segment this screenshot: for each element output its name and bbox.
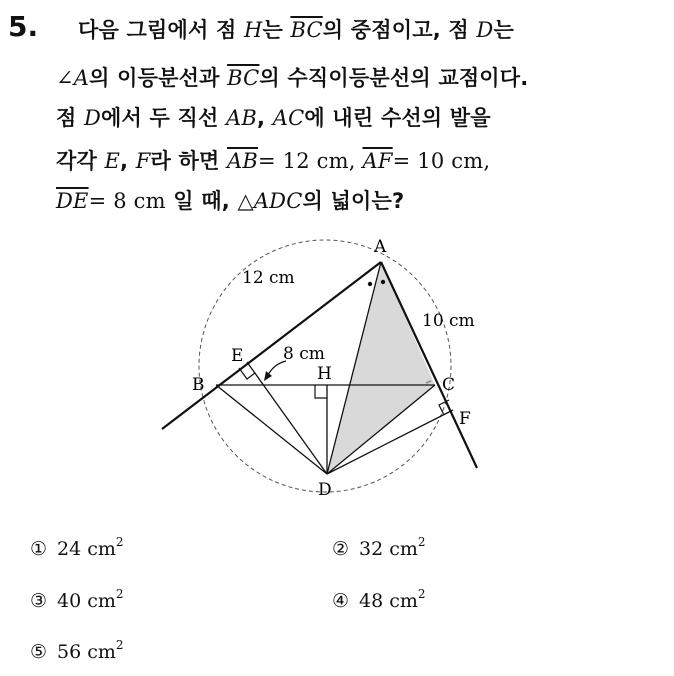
length-label-ab: 12 cm [242,268,295,288]
text: , [257,106,273,130]
angle-mark-dot [368,282,372,286]
text: 의 넓이는? [302,189,405,213]
triangle-adc: ADC [253,189,303,213]
text: 는 [493,18,514,42]
text: , [483,149,491,173]
segment-bc: $\overline{BC}$ [227,66,260,90]
text: 라 하면 [150,149,227,173]
choice-5[interactable] [30,638,124,663]
question-number: 5. [8,10,39,43]
text: 의 수직이등분선의 교점이다. [259,66,529,90]
text: 의 중점이고, 점 [322,18,477,42]
label-c: C [442,375,456,395]
choice-number: ② [332,538,350,560]
length-af: = 10 cm [392,149,484,173]
length-label-de: 8 cm [283,344,325,364]
choice-value: 40 cm [57,590,116,612]
length-label-af: 10 cm [422,311,475,331]
point-e: E [104,149,121,173]
angle-mark-dot [381,280,385,284]
choice-3[interactable] [30,587,124,612]
choice-number: ⑤ [30,641,48,663]
point-a: A [73,66,90,90]
angle-symbol: ∠ [56,66,74,90]
text: , [348,149,363,173]
length-de: = 8 cm [88,189,166,213]
choice-value: 24 cm [57,538,116,560]
point-h: H [243,18,263,42]
segment-de: $\overline{DE}$ [56,189,89,213]
text: 다음 그림에서 점 [78,18,244,42]
question-line-2 [56,62,528,92]
text: 에서 두 직선 [101,106,227,130]
exponent: 2 [115,535,124,549]
point-f: F [135,149,151,173]
choice-2[interactable] [332,535,426,560]
segment-de [247,362,327,474]
point-d: D [476,18,494,42]
choice-number: ③ [30,590,48,612]
geometry-figure [150,228,500,498]
text: 의 이등분선과 [89,66,228,90]
question-line-4 [56,145,490,175]
label-h: H [317,364,332,384]
segment-af: $\overline{AF}$ [362,149,393,173]
triangle-adc-shaded [327,262,435,474]
exponent: 2 [115,638,124,652]
length-ab: = 12 cm [257,149,349,173]
exponent: 2 [417,535,426,549]
text: 에 내린 수선의 발을 [304,106,491,130]
label-d: D [318,480,332,498]
segment-bc: $\overline{BC}$ [290,18,323,42]
line-ac: AC [272,106,305,130]
choice-value: 56 cm [57,641,116,663]
label-b: B [192,375,205,395]
choice-value: 48 cm [359,590,418,612]
exponent: 2 [417,587,426,601]
label-a: A [374,237,387,257]
text: 일 때, [165,189,238,213]
triangle-symbol: △ [237,189,254,213]
segment-ab: $\overline{AB}$ [226,149,258,173]
text: 각각 [56,149,105,173]
text: , [120,149,136,173]
arrowhead-icon [264,371,272,381]
question-line-1 [78,14,514,44]
question-line-3 [56,102,491,132]
segment-db [216,385,327,474]
line-ab: AB [226,106,258,130]
text: 점 [56,106,84,130]
label-f: F [459,409,471,429]
choice-4[interactable] [332,587,426,612]
text: 는 [262,18,291,42]
choice-number: ④ [332,590,350,612]
choice-number: ① [30,538,48,560]
point-d: D [84,106,102,130]
right-angle-h [315,385,327,398]
choice-value: 32 cm [359,538,418,560]
label-e: E [231,346,244,366]
exponent: 2 [115,587,124,601]
choice-1[interactable] [30,535,124,560]
question-line-5 [56,185,404,215]
